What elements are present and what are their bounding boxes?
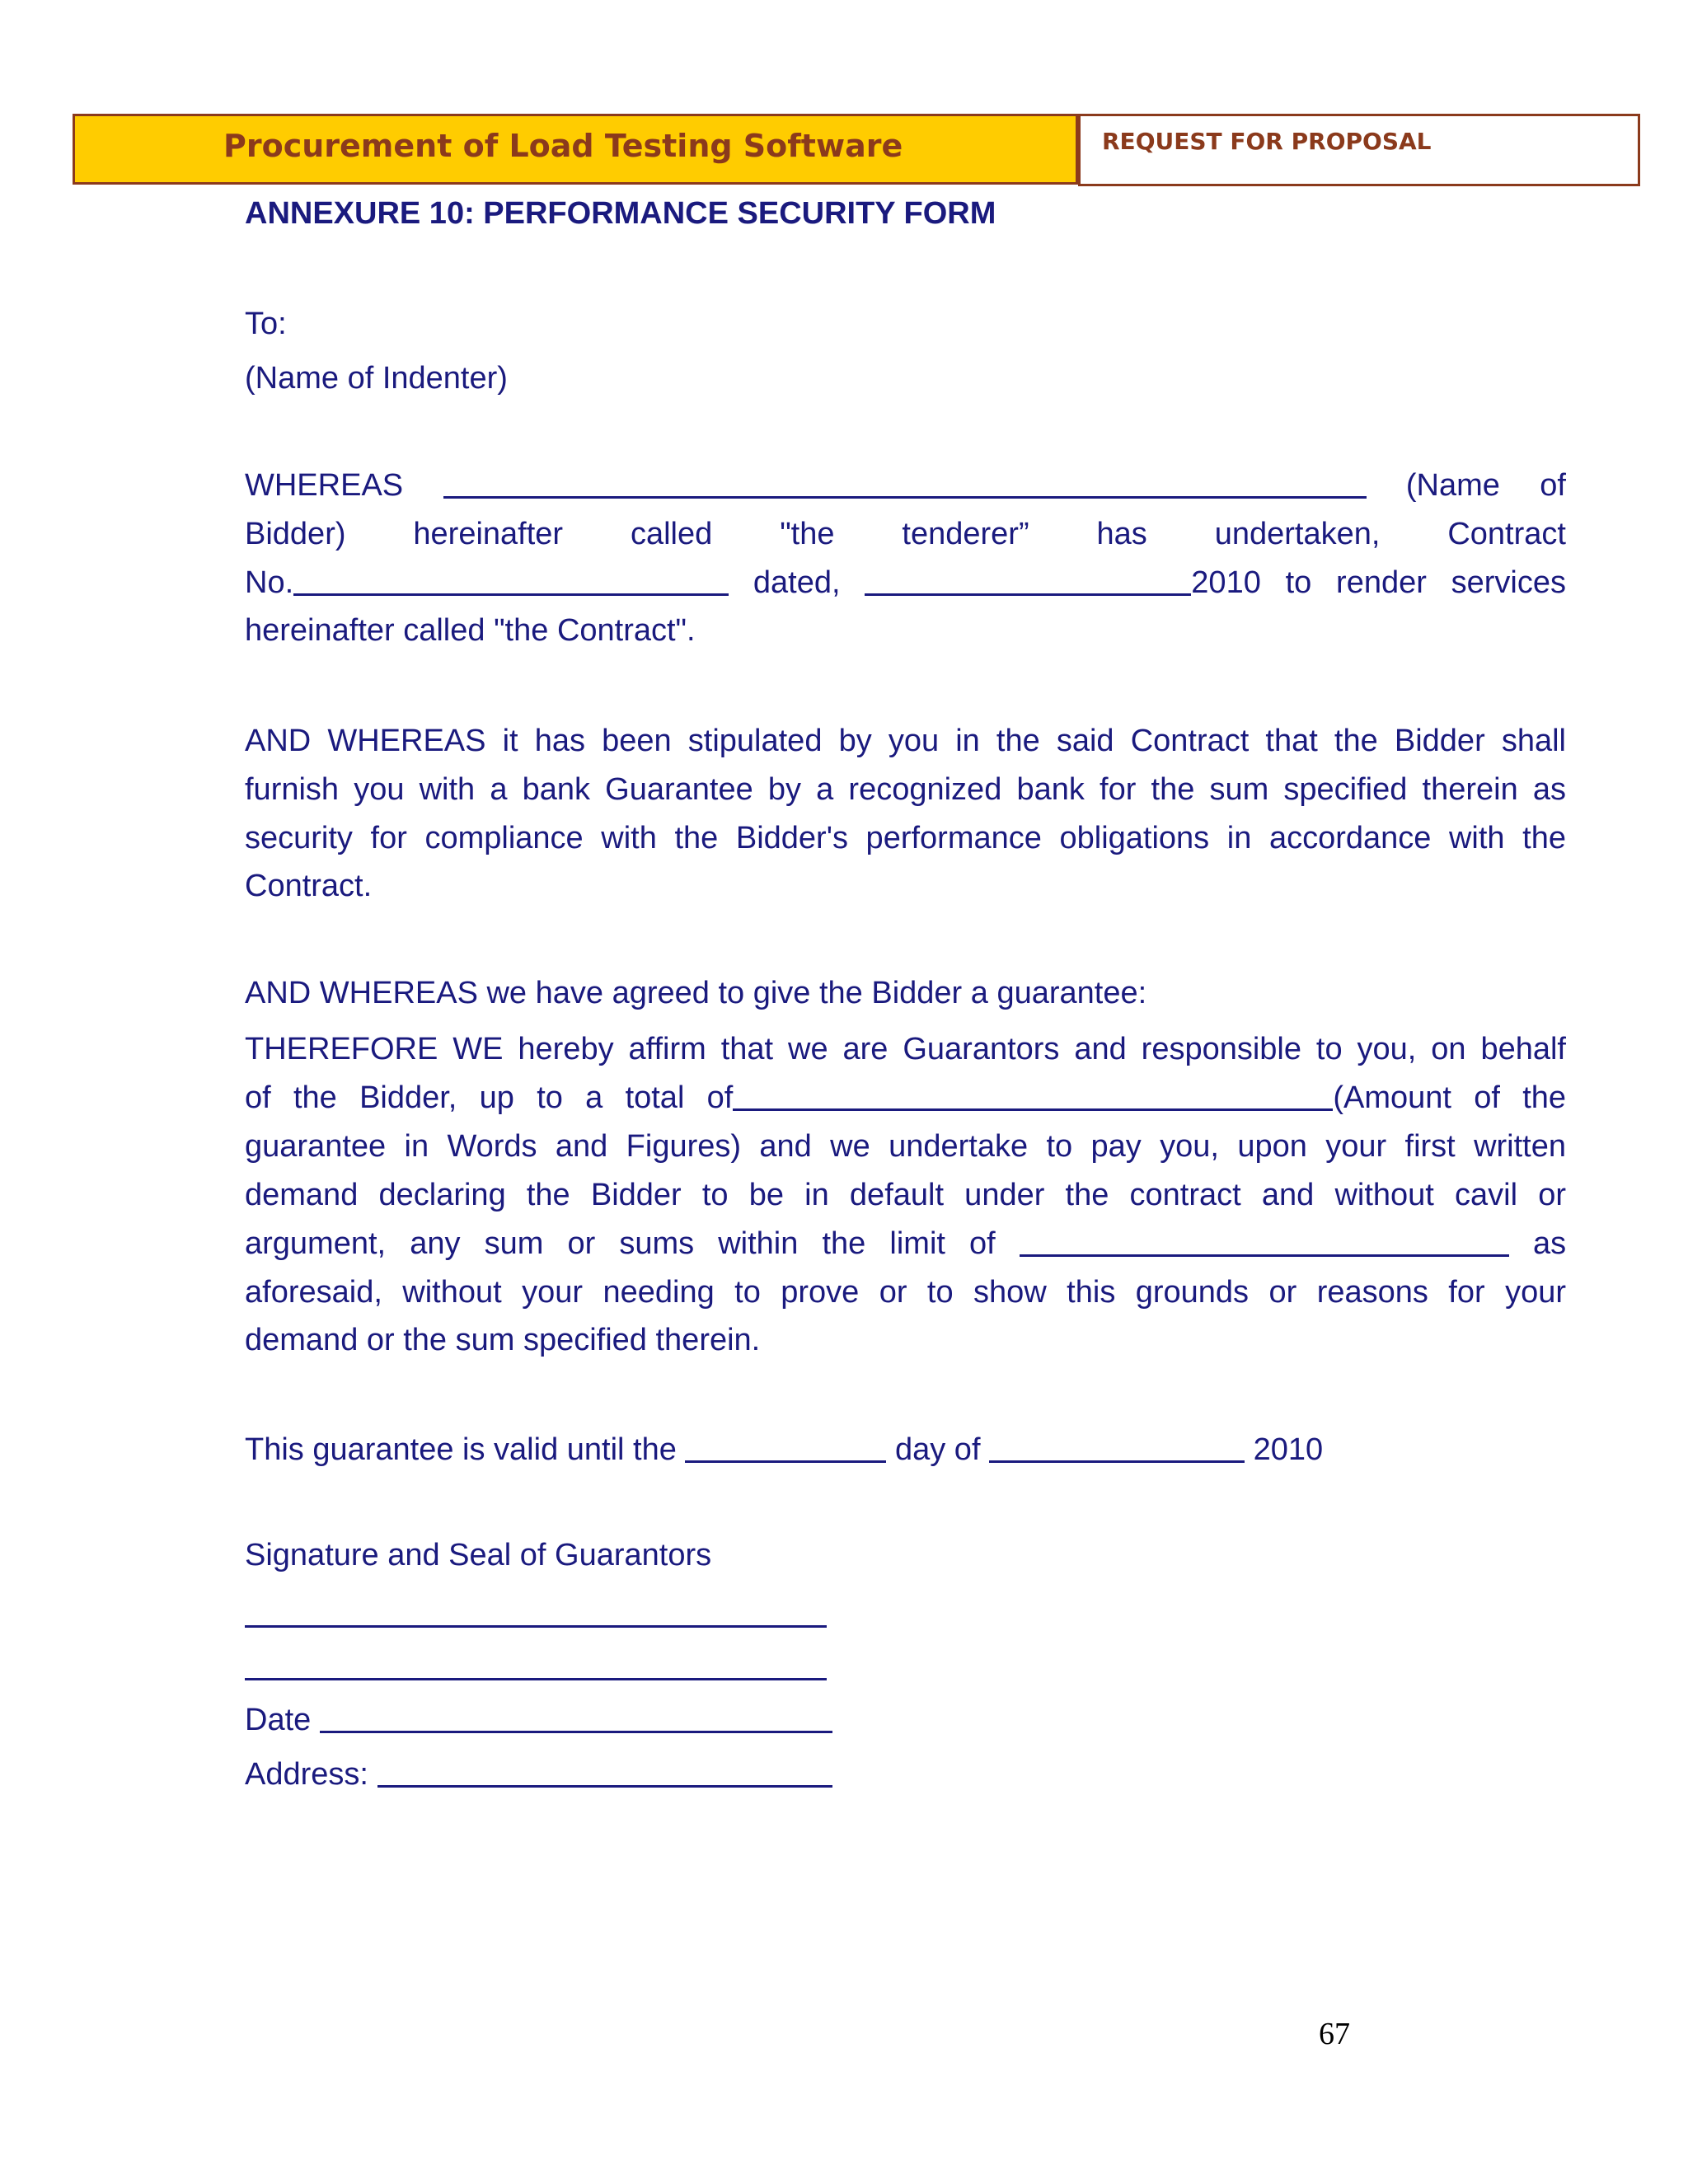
validity-line: This guarantee is valid until the day of 2010 bbox=[245, 1432, 1324, 1467]
and-whereas-line-4: Contract. bbox=[245, 869, 373, 903]
whereas-line-4: hereinafter called "the Contract". bbox=[245, 613, 696, 648]
document-type: REQUEST FOR PROPOSAL bbox=[1102, 128, 1432, 155]
contract-date-field[interactable] bbox=[865, 564, 1191, 596]
therefore-line-4: demand declaring the Bidder to be in default under the contract and without cavil or bbox=[245, 1178, 1566, 1212]
indenter-label: (Name of Indenter) bbox=[245, 361, 508, 396]
and-whereas-line-3: security for compliance with the Bidder's performance obligations in accordance with the bbox=[245, 821, 1566, 855]
header-doc-type-box bbox=[1078, 114, 1640, 186]
seal-field[interactable] bbox=[245, 1678, 827, 1680]
document-title: Procurement of Load Testing Software bbox=[223, 128, 903, 164]
to-label: To: bbox=[245, 307, 287, 341]
page-number: 67 bbox=[1319, 2017, 1350, 2051]
header-title-box bbox=[73, 114, 1078, 185]
validity-day-field[interactable] bbox=[685, 1431, 886, 1463]
therefore-line-7: demand or the sum specified therein. bbox=[245, 1323, 761, 1357]
date-line: Date bbox=[245, 1701, 832, 1738]
therefore-line-6: aforesaid, without your needing to prove or to show this grounds or reasons for your bbox=[245, 1275, 1566, 1310]
contract-number-field[interactable] bbox=[293, 564, 729, 596]
and-whereas-line-1: AND WHEREAS it has been stipulated by you in the said Contract that the Bidder shall bbox=[245, 724, 1566, 758]
address-field[interactable] bbox=[377, 1755, 832, 1788]
whereas-line-1: WHEREAS (Name of bbox=[245, 468, 1566, 503]
guarantee-limit-field[interactable] bbox=[1020, 1225, 1509, 1257]
and-whereas-guarantee: AND WHEREAS we have agreed to give the Bidder a guarantee: bbox=[245, 976, 1147, 1010]
guarantee-amount-field[interactable] bbox=[733, 1079, 1333, 1111]
whereas-line-2: Bidder) hereinafter called "the tenderer” has undertaken, Contract bbox=[245, 517, 1566, 551]
bidder-name-field[interactable] bbox=[443, 466, 1367, 499]
signature-field[interactable] bbox=[245, 1625, 827, 1628]
therefore-line-3: guarantee in Words and Figures) and we undertake to pay you, upon your first written bbox=[245, 1129, 1566, 1164]
validity-month-field[interactable] bbox=[989, 1431, 1245, 1463]
whereas-line-3: No. dated, 2010 to render services bbox=[245, 565, 1567, 600]
date-field[interactable] bbox=[320, 1701, 832, 1733]
annexure-title: ANNEXURE 10: PERFORMANCE SECURITY FORM bbox=[245, 196, 996, 231]
signature-label: Signature and Seal of Guarantors bbox=[245, 1538, 712, 1572]
therefore-line-5: argument, any sum or sums within the limit of as bbox=[245, 1226, 1567, 1261]
address-line: Address: bbox=[245, 1755, 832, 1793]
and-whereas-line-2: furnish you with a bank Guarantee by a recognized bank for the sum specified therein as bbox=[245, 772, 1566, 807]
therefore-line-2: of the Bidder, up to a total of (Amount of the bbox=[245, 1080, 1567, 1115]
therefore-line-1: THEREFORE WE hereby affirm that we are Guarantors and responsible to you, on behalf bbox=[245, 1032, 1566, 1066]
